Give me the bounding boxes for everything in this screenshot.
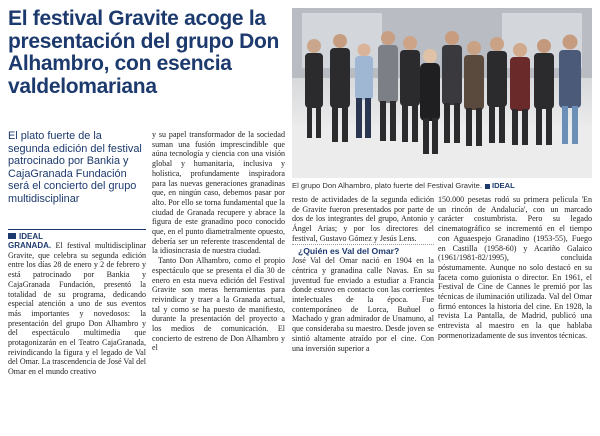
article-column-2 bbox=[152, 130, 285, 353]
byline bbox=[8, 229, 146, 241]
photo-credit: IDEAL bbox=[491, 181, 515, 190]
paragraph: Tanto Don Alhambro, como el propio espectáculo que se presenta el día 30 de enero en esta nueva edición del Festival Gravite son meras herramientas para reivindicar y traer a la Granada actual, tal y como se ha puesto de manifiesto, durante la presentación del proyecto a los medios de comunicación. El concierto de estreno de Don Alhambro y el bbox=[152, 256, 285, 353]
photo-caption bbox=[292, 181, 592, 190]
paragraph: 150.000 pesetas rodó su primera película 'En un rincón de Andalucía', con un marcado carácter costumbrista. Pero su legado cinematográfico se incrementó en el tiempo con Aguaespejo Granadino (1953-55), Fuego en Castilla (1958-60) y Acariño Galaico (1961/1981-82/1995), concluida póstumamente. Aunque no solo destacó en su faceta como guionista o director. En 1961, el Festival de Cine de Cannes le premió por las técnicas de iluminación utilizada. Val del Omar firmó entonces la historia del cine. En 1928, la revista La Pantalla, de Madrid, publicó una entrevista al maestro en la que hablaba pormenorizadamente de sus inventos técnicas. bbox=[438, 195, 592, 340]
headline: El festival Gravite acoge la presentación del grupo Don Alhambro, con esencia valdelomariana bbox=[8, 7, 280, 98]
paragraph: resto de actividades de la segunda edición de Gravite fueron presentados por parte de dos de los integrantes del grupo, Antonio y Ángel Arias; y por los directores del festival, Gustavo Gómez y Jesús Lens. bbox=[292, 195, 434, 243]
paragraph-text: El festival multidisciplinar Gravite, que celebra su segunda edición entre los días 28 de enero y 2 de febrero y está patrocinado por Bankia y CajaGranada Fundación, presentó la totalidad de su programa, dedicando especial atención a uno de sus eventos más importantes y novedosos: la presentación del grupo Don Alhambro y del espectáculo multimedia que protagonizarán en el Teatro CajaGranada, reivindicando la figura y el legado de Val del Omar. La trascendencia de José Val del Omar en el mundo creativo bbox=[8, 241, 146, 377]
lede: El plato fuerte de la segunda edición del festival patrocinado por Bankia y CajaGranada Fundación será el concierto del grupo multidisciplinar bbox=[8, 130, 142, 205]
dateline: GRANADA. bbox=[8, 241, 52, 250]
article-column-3 bbox=[292, 195, 434, 353]
byline-bar-icon bbox=[8, 233, 16, 239]
byline-text: IDEAL bbox=[19, 232, 43, 241]
group-photo bbox=[292, 8, 592, 178]
subheading: ¿Quién es Val del Omar? bbox=[292, 244, 434, 257]
photo-caption-text: El grupo Don Alhambro, plato fuerte del Festival Gravite. bbox=[292, 181, 482, 190]
square-icon bbox=[485, 184, 490, 189]
paragraph bbox=[8, 241, 146, 377]
article-column-1 bbox=[8, 241, 146, 377]
group-photo-illustration bbox=[292, 8, 592, 178]
article-column-4 bbox=[438, 195, 592, 341]
paragraph: y su papel transformador de la sociedad suman una fusión imprescindible que aúna tecnología y ciencia con una visión global y humanitaria, inclusiva y holística, profundamente inspiradora para las nuevas generaciones granadinas que, en ningún caso, debemos pasar por alto. Por ello se torna fundamental que la ciudad de Granada recupere y abrace la figura de este granadino poco conocido que, en el punto diametralmente opuesto, debería ser un referente trascendental de la idiosincrasia de nuestra ciudad. bbox=[152, 130, 285, 256]
paragraph: José Val del Omar nació en 1904 en la céntrica y granadina calle Navas. En su juventud fue enviado a estudiar a Francia donde estuvo en contacto con las corrientes intelectuales de la época. Fue contemporáneo de Lorca, Buñuel o Machado y gran admirador de Unamuno, al que consideraba su maestro. Desde joven se sintió altamente atraído por el cine. Con una inversión superior a bbox=[292, 256, 434, 353]
